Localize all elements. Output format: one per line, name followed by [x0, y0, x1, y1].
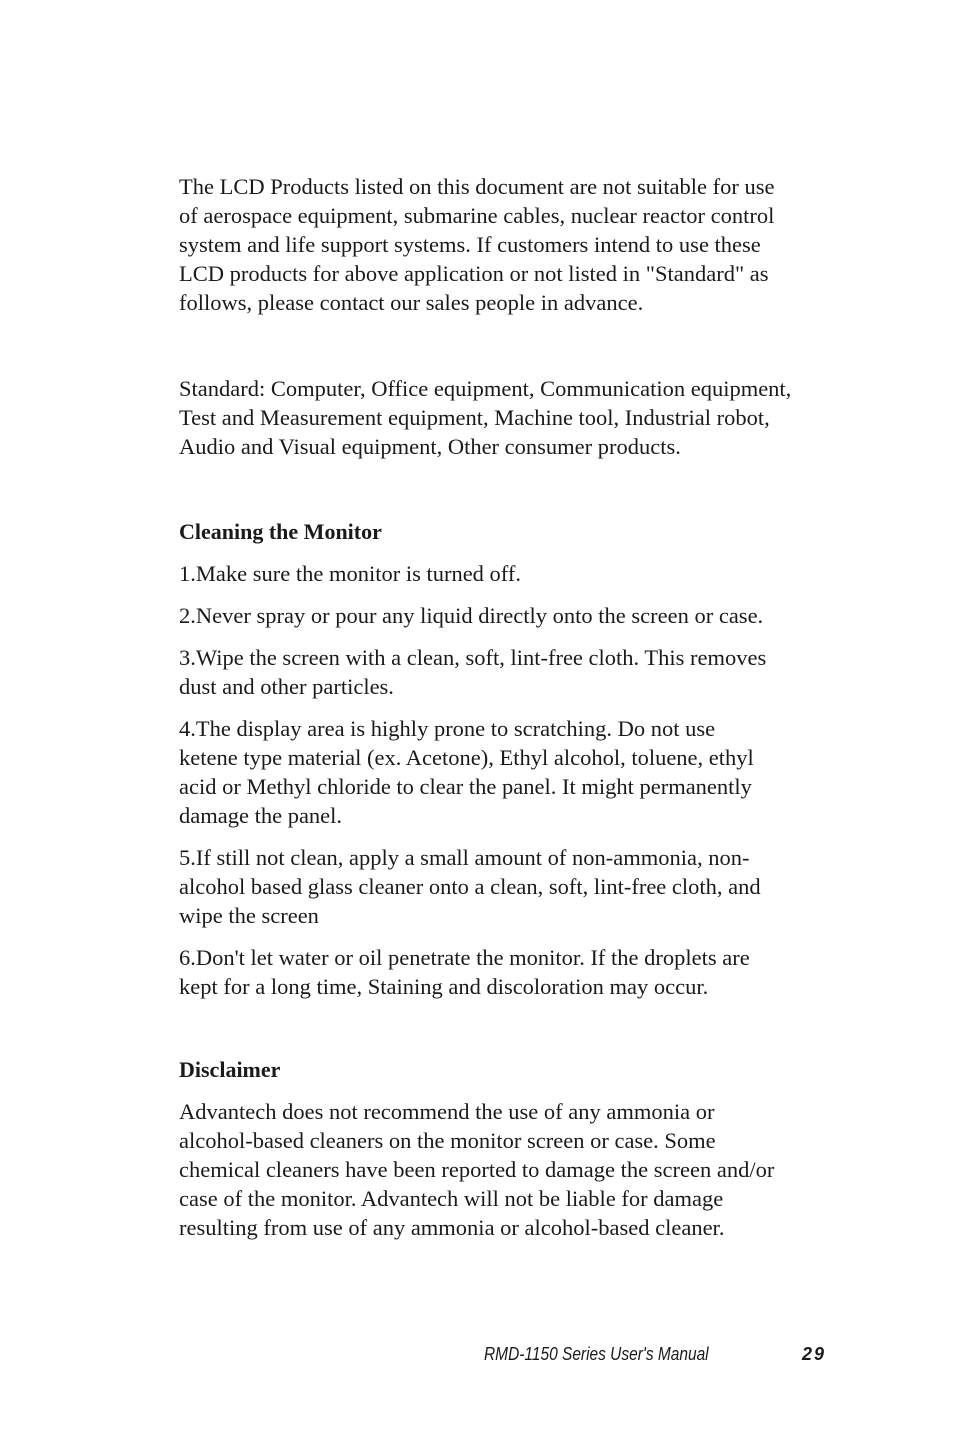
- cleaning-step: 6.Don't let water or oil penetrate the monitor. If the droplets are kept for a long time, Staining and discoloration may occur.: [179, 945, 750, 999]
- disclaimer-heading: Disclaimer: [179, 1057, 281, 1082]
- standard-paragraph: Standard: Computer, Office equipment, Communication equipment, Test and Measurement equipment, Machine tool, Industrial robot, Audio and Visual equipment, Other consumer products.: [179, 376, 792, 459]
- disclaimer-section: [179, 1055, 839, 1242]
- cleaning-steps-list: [179, 559, 839, 1001]
- cleaning-step: 4.The display area is highly prone to scratching. Do not use ketene type material (ex. Acetone), Ethyl alcohol, toluene, ethyl acid or Methyl chloride to clear the panel. It might permanently damage the panel.: [179, 716, 754, 828]
- manual-title: RMD-1150 Series User's Manual: [484, 1344, 709, 1364]
- cleaning-step: 5.If still not clean, apply a small amount of non-ammonia, non- alcohol based glass cleaner onto a clean, soft, lint-free cloth, and wipe the screen: [179, 845, 761, 928]
- cleaning-step: 2.Never spray or pour any liquid directly onto the screen or case.: [179, 603, 764, 628]
- disclaimer-text: Advantech does not recommend the use of any ammonia or alcohol-based cleaners on the monitor screen or case. Some chemical cleaners have been reported to damage the screen and/or case of the monitor. Advantech will not be liable for damage resulting from use of any ammonia or alcohol-based cleaner.: [179, 1099, 775, 1240]
- cleaning-step: 3.Wipe the screen with a clean, soft, lint-free cloth. This removes dust and other particles.: [179, 645, 767, 699]
- document-page: [179, 172, 839, 1242]
- page-footer: [0, 1344, 954, 1370]
- cleaning-heading: Cleaning the Monitor: [179, 519, 382, 544]
- page-number: 29: [802, 1344, 827, 1364]
- intro-paragraph: The LCD Products listed on this document are not suitable for use of aerospace equipment, submarine cables, nuclear reactor control system and life support systems. If customers intend to use these LCD products for above application or not listed in "Standard" as follows, please contact our sales people in advance.: [179, 174, 775, 315]
- cleaning-step: 1.Make sure the monitor is turned off.: [179, 561, 522, 586]
- cleaning-section: [179, 517, 839, 1001]
